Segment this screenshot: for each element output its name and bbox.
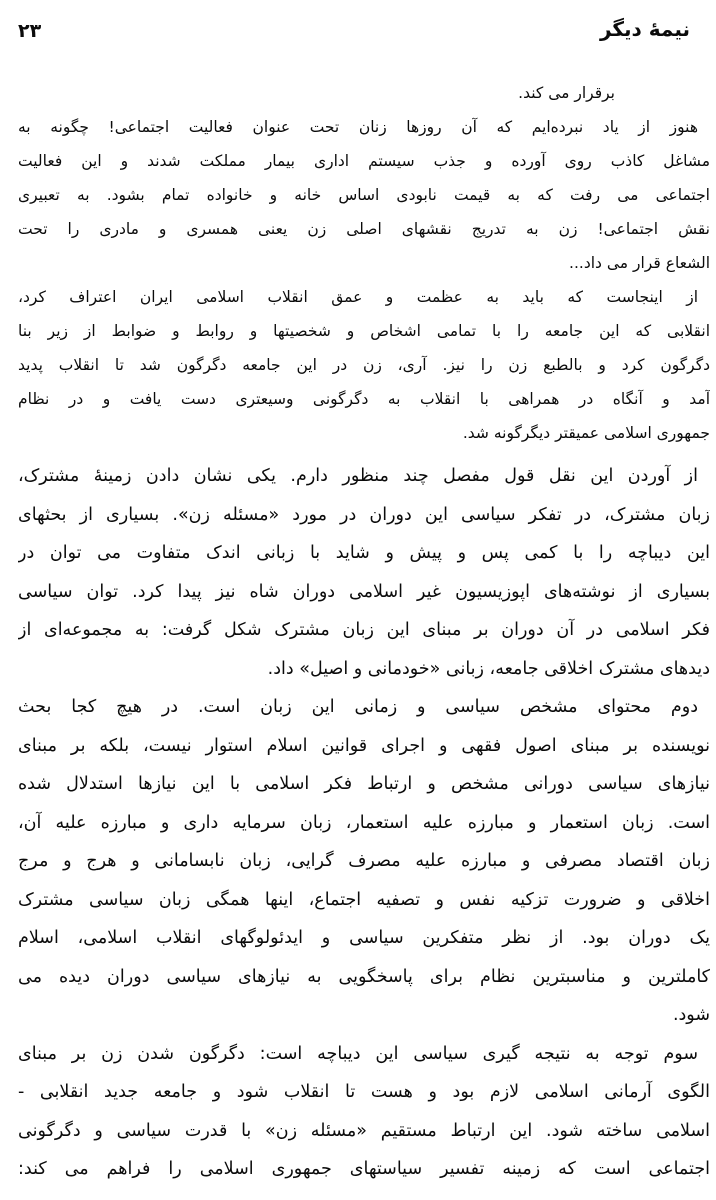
text-line: است. زبان استعمار و مبارزه علیه استعمار، زبان سرمایه داری و مبارزه علیه آن،	[18, 812, 710, 833]
text-line: اجتماعی است که زمینه تفسیر سیاستهای جمهوری اسلامی را فراهم می کند:	[18, 1159, 710, 1179]
text-line: الگوی آرمانی اسلامی لازم بود و هست تا انقلاب شود و جامعه جدید انقلابی -	[18, 1082, 710, 1102]
quote-line: از اینجاست که باید به عظمت و عمق انقلاب اسلامی ایران اعتراف کرد،	[18, 288, 698, 306]
text-line: دوم محتوای مشخص سیاسی و زمانی این زبان است. در هیچ کجا بحث	[18, 697, 698, 717]
text-line: از آوردن این نقل قول مفصل چند منظور دارم. یکی نشان دادن زمینهٔ مشترک،	[18, 466, 698, 486]
quote-line: مشاغل کاذب روی آورده و جذب سیستم اداری بیمار مملکت شدند و این فعالیت	[18, 152, 710, 170]
text-line: نویسنده بر مبنای اصول فقهی و اجرای قوانین اسلام استوار نیست، بلکه بر مبنای	[18, 735, 710, 756]
quote-line: دگرگون کرد و بالطبع زن را نیز. آری، زن در این جامعه دگرگون شد تا انقلاب پدید	[18, 356, 710, 374]
text-line: فکر اسلامی در آن دوران بر مبنای این زبان مشترک شکل گرفت: به مجموعه‌ای از	[18, 620, 710, 640]
page-number: ۲۳	[18, 20, 42, 42]
text-line: اخلاقی و ضرورت تزکیه نفس و تصفیه اجتماع، اینها همگی زبان سیاسی مشترک	[18, 889, 710, 910]
text-line: کاملترین و مناسبترین نظام برای پاسخگویی به نیازهای سیاسی دوران دیده می	[18, 966, 710, 987]
text-line: یک دوران بود. از نظر متفکرین سیاسی و ایدئولوگهای انقلاب اسلامی، اسلام	[18, 928, 710, 948]
quote-line: اجتماعی می رفت که به قیمت نابودی اساس خانه و خانواده تمام بشود. به تعبیری	[18, 186, 710, 204]
quote-line: آمد و آنگاه در همراهی با انقلاب به دگرگونی وسیعتری دست یافت و در نظام	[18, 390, 710, 408]
quote-continuation-line: برقرار می کند.	[518, 84, 615, 102]
quote-line: جمهوری اسلامی عمیقتر دیگرگونه شد.	[462, 424, 710, 442]
body-text-block	[18, 76, 710, 1189]
text-line: زبان مشترک، در تفکر سیاسی این دوران در مورد «مسئله زن». بسیاری از بحثهای	[18, 504, 710, 525]
text-line: سوم توجه به نتیجه گیری سیاسی این دیباچه است: دگرگون شدن زن بر مبنای	[18, 1043, 698, 1064]
text-line: دیدهای مشترک اخلاقی جامعه، زبانی «خودمانی و اصیل» داد.	[267, 658, 710, 679]
quote-line: نقش اجتماعی! زن به تدریج نقشهای اصلی زن یعنی همسری و مادری را تحت	[18, 220, 710, 238]
text-line: این دیباچه را با کمی پس و پیش و شاید با زبانی اندک متفاوت می توان در	[18, 543, 710, 563]
text-line: اسلامی ساخته شود. این ارتباط مستقیم «مسئله زن» با قدرت سیاسی و دگرگونی	[18, 1120, 710, 1141]
text-line: نیازهای سیاسی دورانی مشخص و ارتباط فکر اسلامی با این نیازها استدلال شده	[18, 774, 710, 794]
quote-line: هنوز از یاد نبرده‌ایم که آن روزها زنان تحت عنوان فعالیت اجتماعی! چگونه به	[18, 118, 698, 136]
quote-line: الشعاع قرار می داد...	[569, 254, 710, 272]
quote-line: انقلابی که این جامعه را با تمامی اشخاص و شخصیتها و روابط و ضوابط از زیر بنا	[18, 322, 710, 340]
text-line: شود.	[672, 1005, 710, 1025]
text-line: بسیاری از نوشته‌های اپوزیسیون غیر اسلامی دوران شاه نیز پیدا کرد. توان سیاسی	[18, 581, 710, 602]
journal-title: نیمهٔ دیگر	[599, 17, 690, 41]
text-line: زبان اقتصاد مصرفی و مبارزه علیه مصرف گرایی، زبان نابسامانی و هرج و مرج	[18, 851, 710, 871]
